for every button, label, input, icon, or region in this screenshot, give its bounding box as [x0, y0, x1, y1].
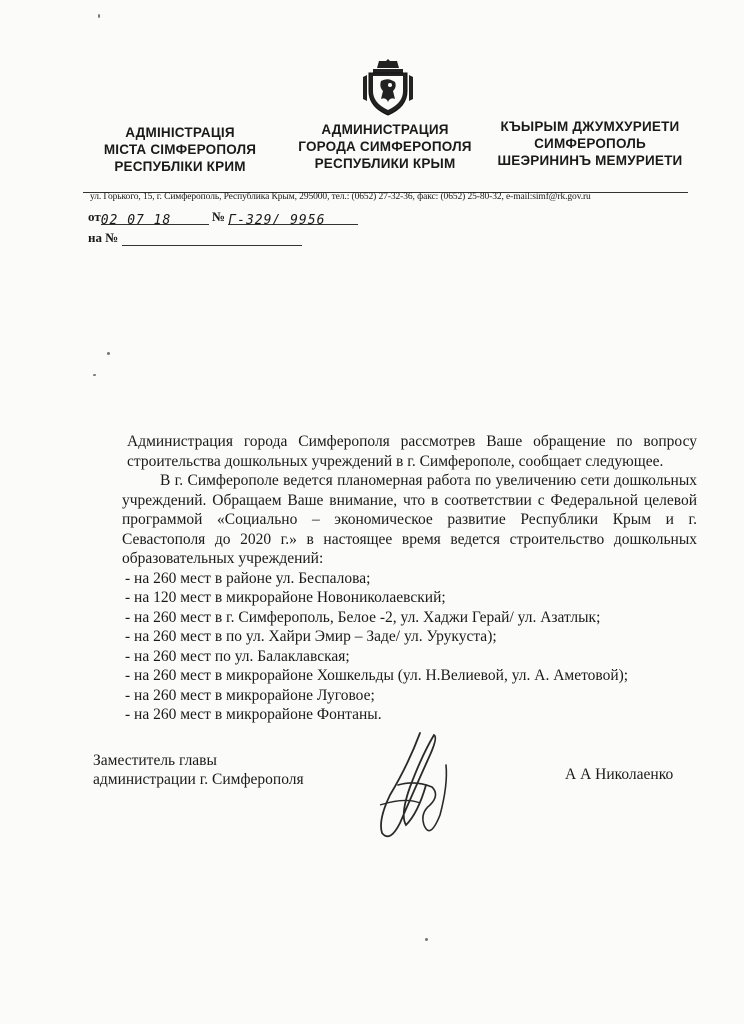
- list-item: - на 260 мест по ул. Балаклавская;: [125, 647, 350, 665]
- construction-list: [122, 569, 697, 725]
- signatory-position: [93, 751, 304, 789]
- date-label: от: [88, 209, 101, 224]
- scan-speck: [93, 374, 96, 376]
- header-ukrainian-line-1: АДМІНІСТРАЦІЯ: [125, 125, 235, 140]
- header-russian-line-3: РЕСПУБЛИКИ КРЫМ: [314, 156, 456, 171]
- list-item: - на 260 мест в микрорайоне Луговое;: [125, 686, 375, 704]
- header-russian-line-2: ГОРОДА СИМФЕРОПОЛЯ: [298, 139, 472, 154]
- list-item: - на 260 мест в микрорайоне Фонтаны.: [125, 706, 382, 723]
- intro-paragraph: Администрация города Симферополя рассмотрев Ваше обращение по вопросу строительства дошкольных учреждений в г. Симферополе, сообщает следующее.: [127, 433, 697, 470]
- list-item: - на 260 мест в по ул. Хайри Эмир – Заде/ ул. Урукуста);: [125, 628, 497, 645]
- header-crimean-tatar-line-2: СИМФЕРОПОЛЬ: [534, 136, 646, 151]
- header-crimean-tatar: [485, 118, 695, 169]
- header-crimean-tatar-line-1: КЪЫРЫМ ДЖУМХУРИЕТИ: [500, 119, 680, 134]
- number-label: №: [211, 209, 226, 224]
- header-ukrainian-line-3: РЕСПУБЛІКИ КРИМ: [114, 159, 246, 174]
- handwritten-signature-icon: [360, 725, 470, 855]
- number-value: Г-329/ 9956: [228, 213, 326, 228]
- header-russian-line-1: АДМИНИСТРАЦИЯ: [321, 122, 449, 137]
- reply-label: на №: [88, 230, 119, 245]
- position-line-2: администрации г. Симферополя: [93, 771, 304, 788]
- header-crimean-tatar-line-3: ШЕЭРИНИНЪ МЕМУРИЕТИ: [497, 153, 683, 168]
- list-item: - на 260 мест в микрорайоне Хошкельды (ул. Н.Велиевой, ул. А. Аметовой);: [125, 667, 629, 684]
- reply-reference: [88, 230, 302, 246]
- letter-body: [122, 432, 697, 725]
- outgoing-reference: [88, 209, 358, 228]
- list-item: - на 260 мест в г. Симферополь, Белое -2, ул. Хаджи Герай/ ул. Азатлык;: [125, 608, 601, 626]
- address-line: ул. Горького, 15, г. Симферополь, Республика Крым, 295000, тел.: (0652) 27-32-36, факс: (0652) 25-80-32, e-mail:simf@rk.gov.ru: [90, 192, 591, 202]
- header-russian: [280, 121, 490, 172]
- date-value: 02 07 18: [100, 213, 172, 228]
- scan-speck: [425, 938, 428, 941]
- position-line-1: Заместитель главы: [93, 752, 217, 769]
- list-item: - на 120 мест в микрорайоне Новониколаевский;: [125, 589, 446, 606]
- scan-speck: [98, 14, 100, 18]
- crimea-coat-of-arms-icon: [357, 55, 419, 117]
- list-item: - на 260 мест в районе ул. Беспалова;: [125, 569, 371, 587]
- signatory-name: А А Николаенко: [565, 766, 674, 783]
- header-ukrainian-line-2: МІСТА СІМФЕРОПОЛЯ: [103, 142, 257, 157]
- scan-speck: [107, 352, 110, 355]
- header-ukrainian: [75, 124, 285, 175]
- main-paragraph: В г. Симферополе ведется планомерная работа по увеличению сети дошкольных учреждений. Обращаем Ваше внимание, что в соответствии с Федеральной целевой программой «Социально – экономическое развитие Республики Крым и г. Севастополя до 2020 г.» в настоящее время ведется строительство дошкольных образовательных учреждений:: [122, 472, 697, 567]
